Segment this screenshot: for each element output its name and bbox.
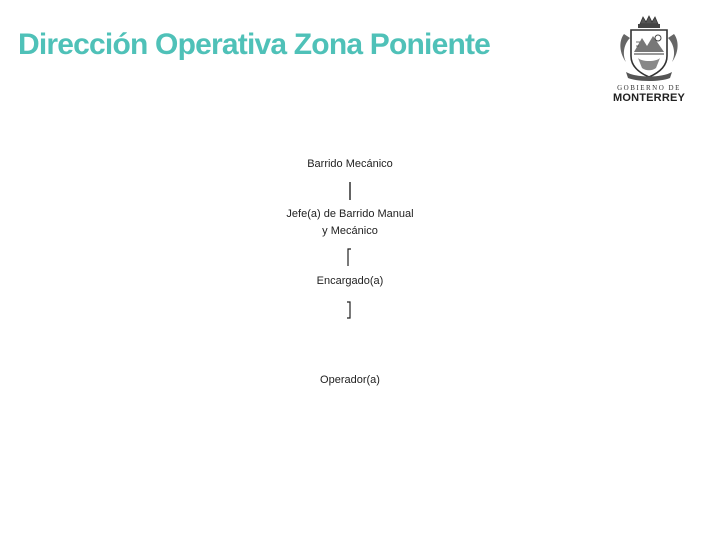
node-encargado <box>200 273 500 290</box>
node-jefe-barrido <box>200 206 500 240</box>
government-logo <box>608 14 690 106</box>
node-label: Operador(a) <box>320 374 380 386</box>
node-label: Jefe(a) de Barrido Manual <box>286 208 414 220</box>
connector-bracket <box>340 298 360 322</box>
node-operador <box>200 372 500 389</box>
node-label: Encargado(a) <box>316 275 384 287</box>
node-label: Barrido Mecánico <box>307 158 393 170</box>
page-title: Dirección Operativa Zona Poniente <box>18 28 491 61</box>
logo-line-gobierno: GOBIERNO DE <box>617 84 681 92</box>
coat-of-arms-icon <box>616 14 682 82</box>
connector-line <box>340 180 360 204</box>
node-barrido-mecanico <box>200 156 500 173</box>
logo-line-monterrey: MONTERREY <box>612 92 686 104</box>
connector-bracket <box>338 246 358 270</box>
node-label: y Mecánico <box>322 225 378 237</box>
